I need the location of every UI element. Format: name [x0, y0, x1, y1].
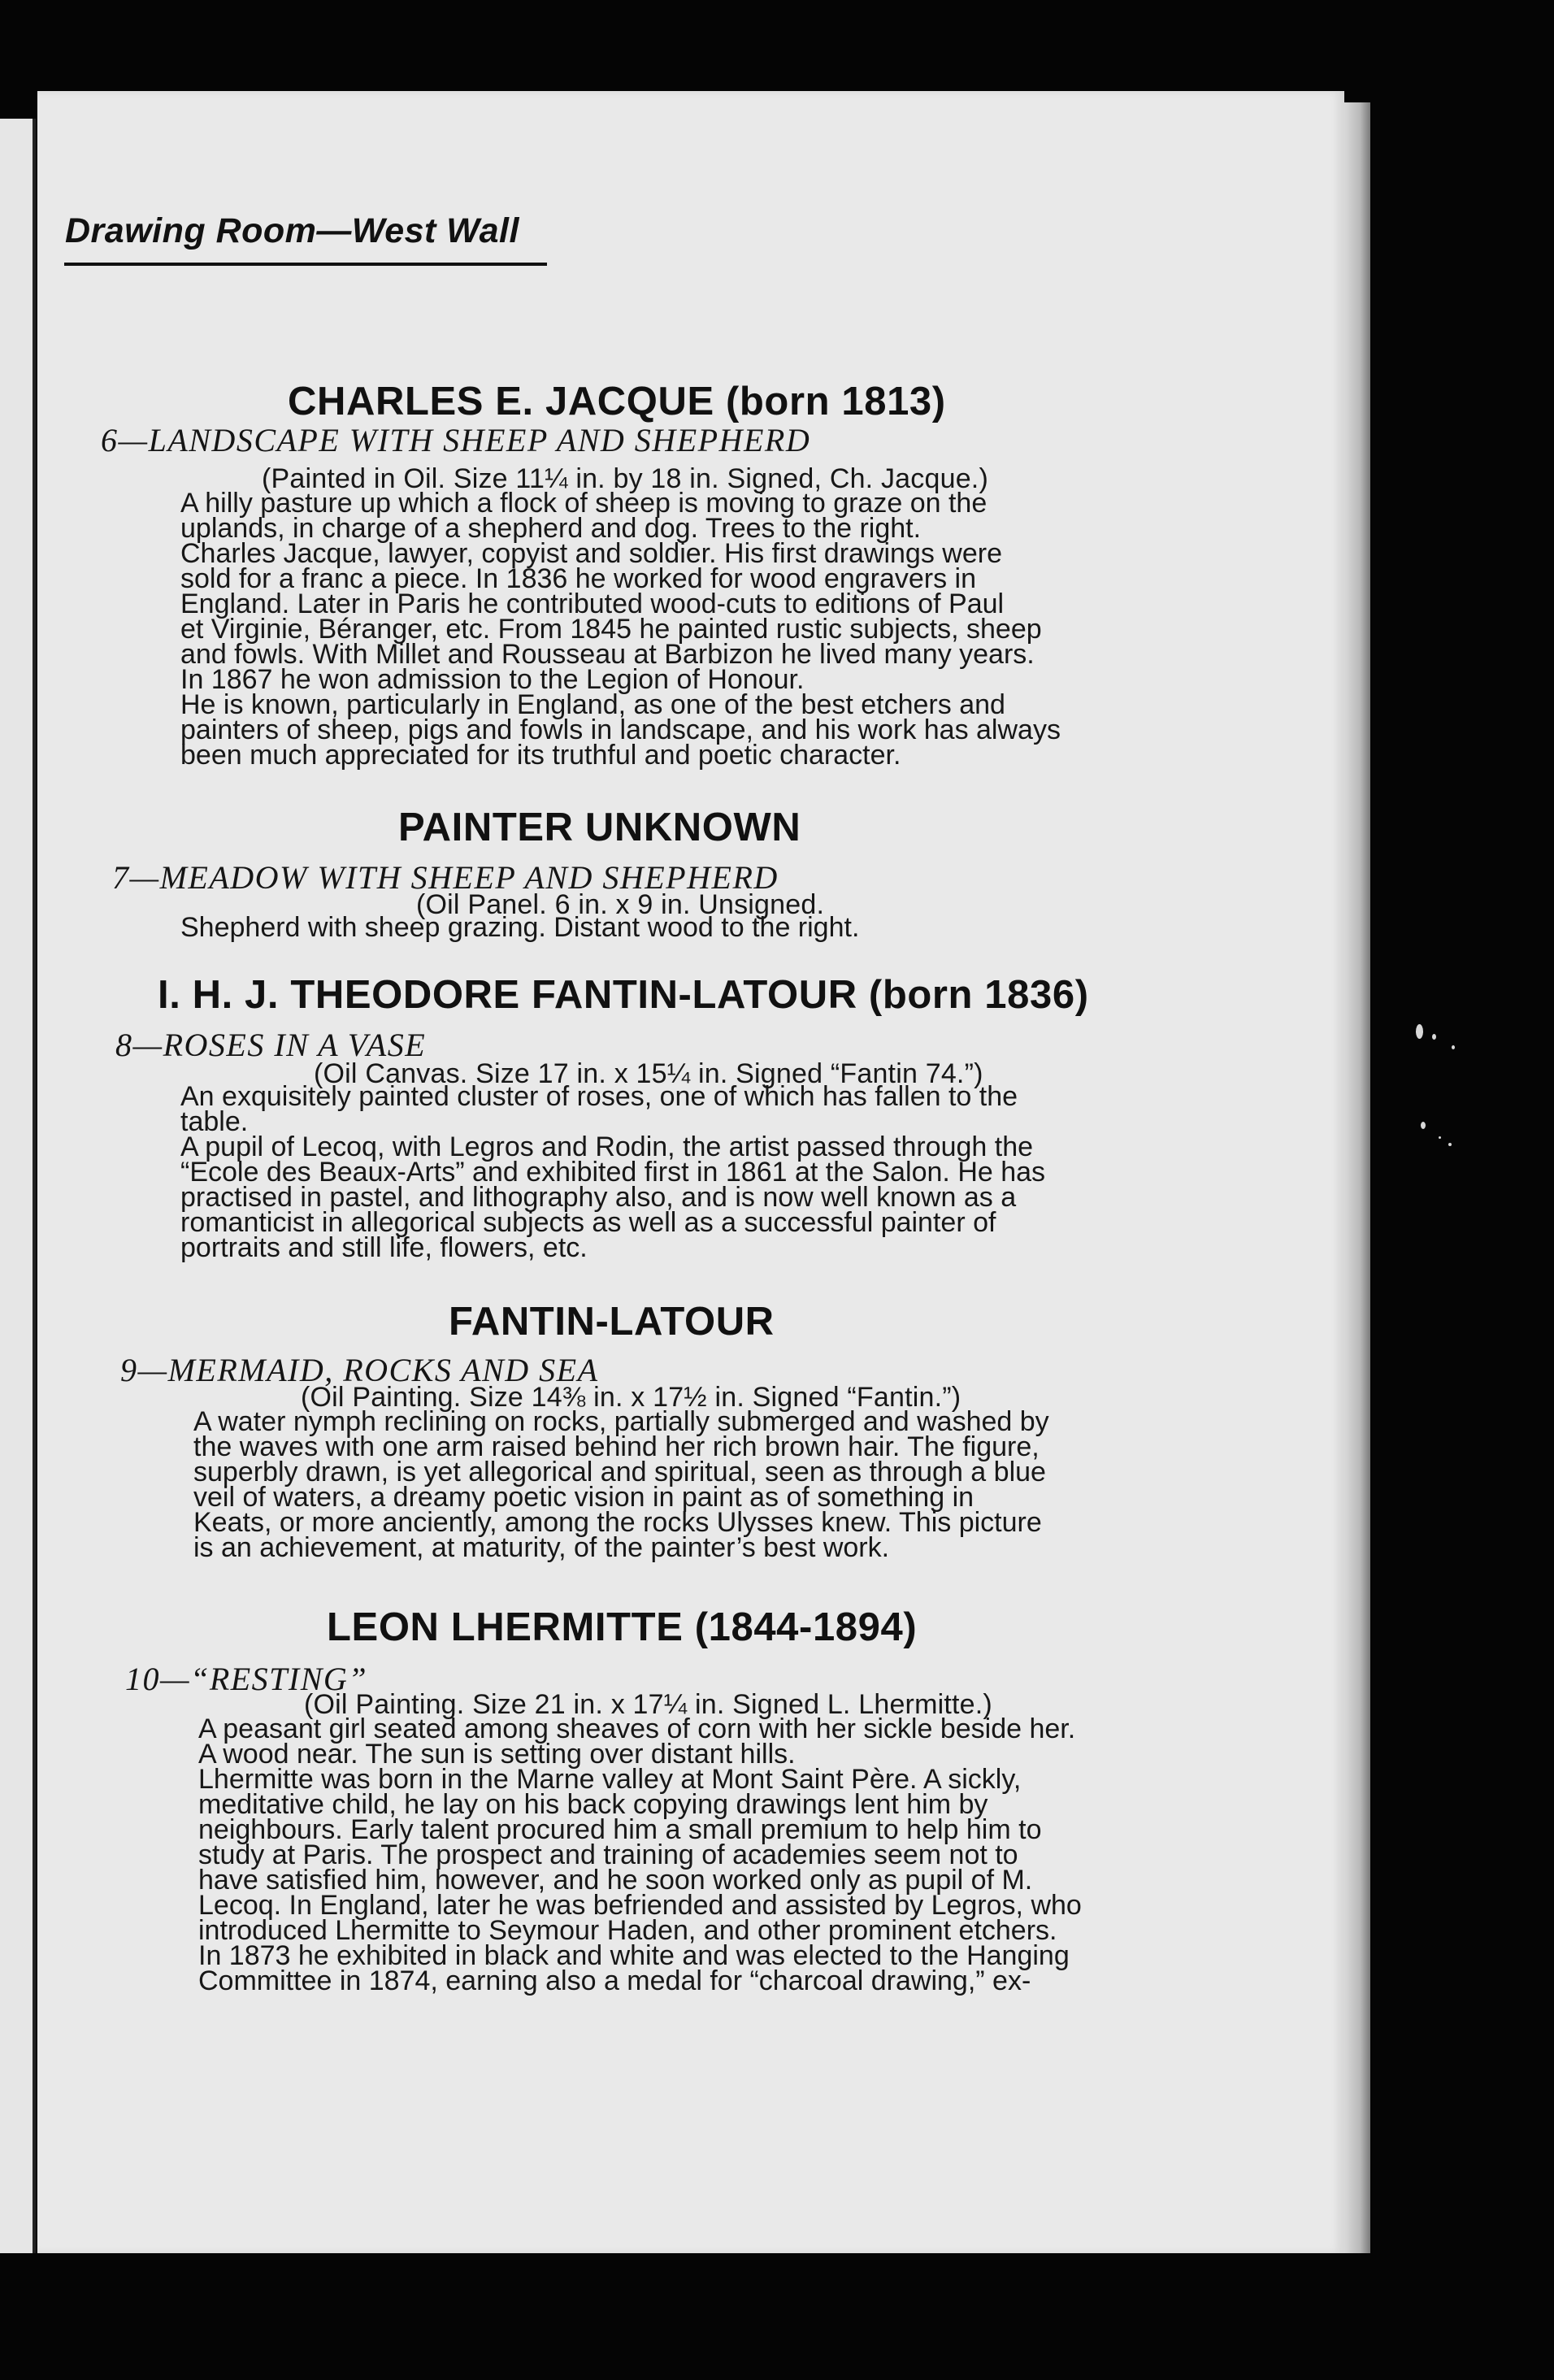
description-line: A pupil of Lecoq, with Legros and Rodin, the artist passed through the [180, 1131, 1034, 1162]
description-line: An exquisitely painted cluster of roses, one of which has fallen to the [180, 1081, 1018, 1112]
lot-description [180, 1081, 1205, 1263]
description-line: Lhermitte was born in the Marne valley at Mont Saint Père. A sickly, [198, 1764, 1022, 1795]
description-line: “Ecole des Beaux-Arts” and exhibited first in 1861 at the Salon. He has [180, 1157, 1046, 1188]
description-line: Charles Jacque, lawyer, copyist and soldier. His first drawings were [180, 538, 1002, 569]
description-line: Committee in 1874, earning also a medal for “charcoal drawing,” ex- [198, 1965, 1031, 1996]
description-line: neighbours. Early talent procured him a small premium to help him to [198, 1814, 1042, 1845]
lot-title: 9—MERMAID, ROCKS AND SEA [120, 1352, 599, 1388]
running-head: Drawing Room—West Wall [65, 211, 519, 250]
description-line: the waves with one arm raised behind her rich brown hair. The figure, [193, 1431, 1040, 1462]
description-line: uplands, in charge of a shepherd and dog. Trees to the right. [180, 513, 922, 544]
description-line: A hilly pasture up which a flock of sheep is moving to graze on the [180, 488, 988, 519]
description-line: have satisfied him, however, and he soon worked only as pupil of M. [198, 1865, 1033, 1896]
description-line: meditative child, he lay on his back copying drawings lent him by [198, 1789, 988, 1820]
lot-title: 8—ROSES IN A VASE [115, 1027, 427, 1063]
lot-details: (Oil Painting. Size 14⅜ in. x 17½ in. Signed “Fantin.”) [301, 1382, 961, 1413]
description-line: is an achievement, at maturity, of the painter’s best work. [193, 1532, 890, 1563]
artist-heading: FANTIN-LATOUR [449, 1300, 775, 1344]
description-line: superbly drawn, is yet allegorical and spiritual, seen as through a blue [193, 1457, 1046, 1488]
lot-details: (Oil Panel. 6 in. x 9 in. Unsigned. [416, 889, 825, 920]
lot-description [198, 1713, 1222, 1996]
description-line: A wood near. The sun is setting over distant hills. [198, 1739, 796, 1770]
description-line: Keats, or more anciently, among the rocks Ulysses knew. This picture [193, 1507, 1042, 1538]
lot-details: (Oil Painting. Size 21 in. x 17¼ in. Signed L. Lhermitte.) [304, 1689, 992, 1720]
description-line: A water nymph reclining on rocks, partially submerged and washed by [193, 1406, 1049, 1437]
description-line: and fowls. With Millet and Rousseau at Barbizon he lived many years. [180, 639, 1035, 670]
description-line: table. [180, 1106, 249, 1137]
lot-description [180, 912, 1205, 943]
description-line: et Virginie, Béranger, etc. From 1845 he painted rustic subjects, sheep [180, 614, 1042, 645]
lot-title: 7—MEADOW WITH SHEEP AND SHEPHERD [112, 859, 779, 896]
description-line: been much appreciated for its truthful and poetic character. [180, 740, 901, 771]
description-line: painters of sheep, pigs and fowls in landscape, and his work has always [180, 714, 1061, 745]
description-line: He is known, particularly in England, as one of the best etchers and [180, 689, 1005, 720]
description-line: England. Later in Paris he contributed wood-cuts to editions of Paul [180, 588, 1005, 619]
description-line: portraits and still life, flowers, etc. [180, 1232, 588, 1263]
lot-description [193, 1406, 1218, 1563]
artist-heading: I. H. J. THEODORE FANTIN-LATOUR (born 1836) [158, 973, 1089, 1017]
artist-heading: PAINTER UNKNOWN [398, 806, 801, 849]
description-line: introduced Lhermitte to Seymour Haden, and other prominent etchers. [198, 1915, 1057, 1946]
description-line: In 1867 he won admission to the Legion of Honour. [180, 664, 805, 695]
lot-title: 10—“RESTING” [125, 1661, 368, 1697]
description-line: romanticist in allegorical subjects as well as a successful painter of [180, 1207, 996, 1238]
description-line: practised in pastel, and lithography also, and is now well known as a [180, 1182, 1017, 1213]
description-line: sold for a franc a piece. In 1836 he worked for wood engravers in [180, 563, 977, 594]
running-head-rule [64, 263, 547, 266]
description-line: study at Paris. The prospect and training of academies seem not to [198, 1839, 1018, 1870]
description-line: A peasant girl seated among sheaves of corn with her sickle beside her. [198, 1713, 1076, 1744]
artist-heading: CHARLES E. JACQUE (born 1813) [288, 380, 946, 423]
artist-heading: LEON LHERMITTE (1844-1894) [327, 1605, 918, 1649]
description-line: veil of waters, a dreamy poetic vision in paint as of something in [193, 1482, 975, 1513]
lot-details: (Painted in Oil. Size 11¼ in. by 18 in. Signed, Ch. Jacque.) [262, 463, 988, 494]
description-line: Shepherd with sheep grazing. Distant wood to the right. [180, 912, 860, 943]
lot-details: (Oil Canvas. Size 17 in. x 15¼ in. Signed “Fantin 74.”) [314, 1058, 983, 1089]
description-line: In 1873 he exhibited in black and white and was elected to the Hanging [198, 1940, 1070, 1971]
lot-description [180, 488, 1205, 771]
lot-title: 6—LANDSCAPE WITH SHEEP AND SHEPHERD [101, 422, 811, 458]
description-line: Lecoq. In England, later he was befriended and assisted by Legros, who [198, 1890, 1082, 1921]
